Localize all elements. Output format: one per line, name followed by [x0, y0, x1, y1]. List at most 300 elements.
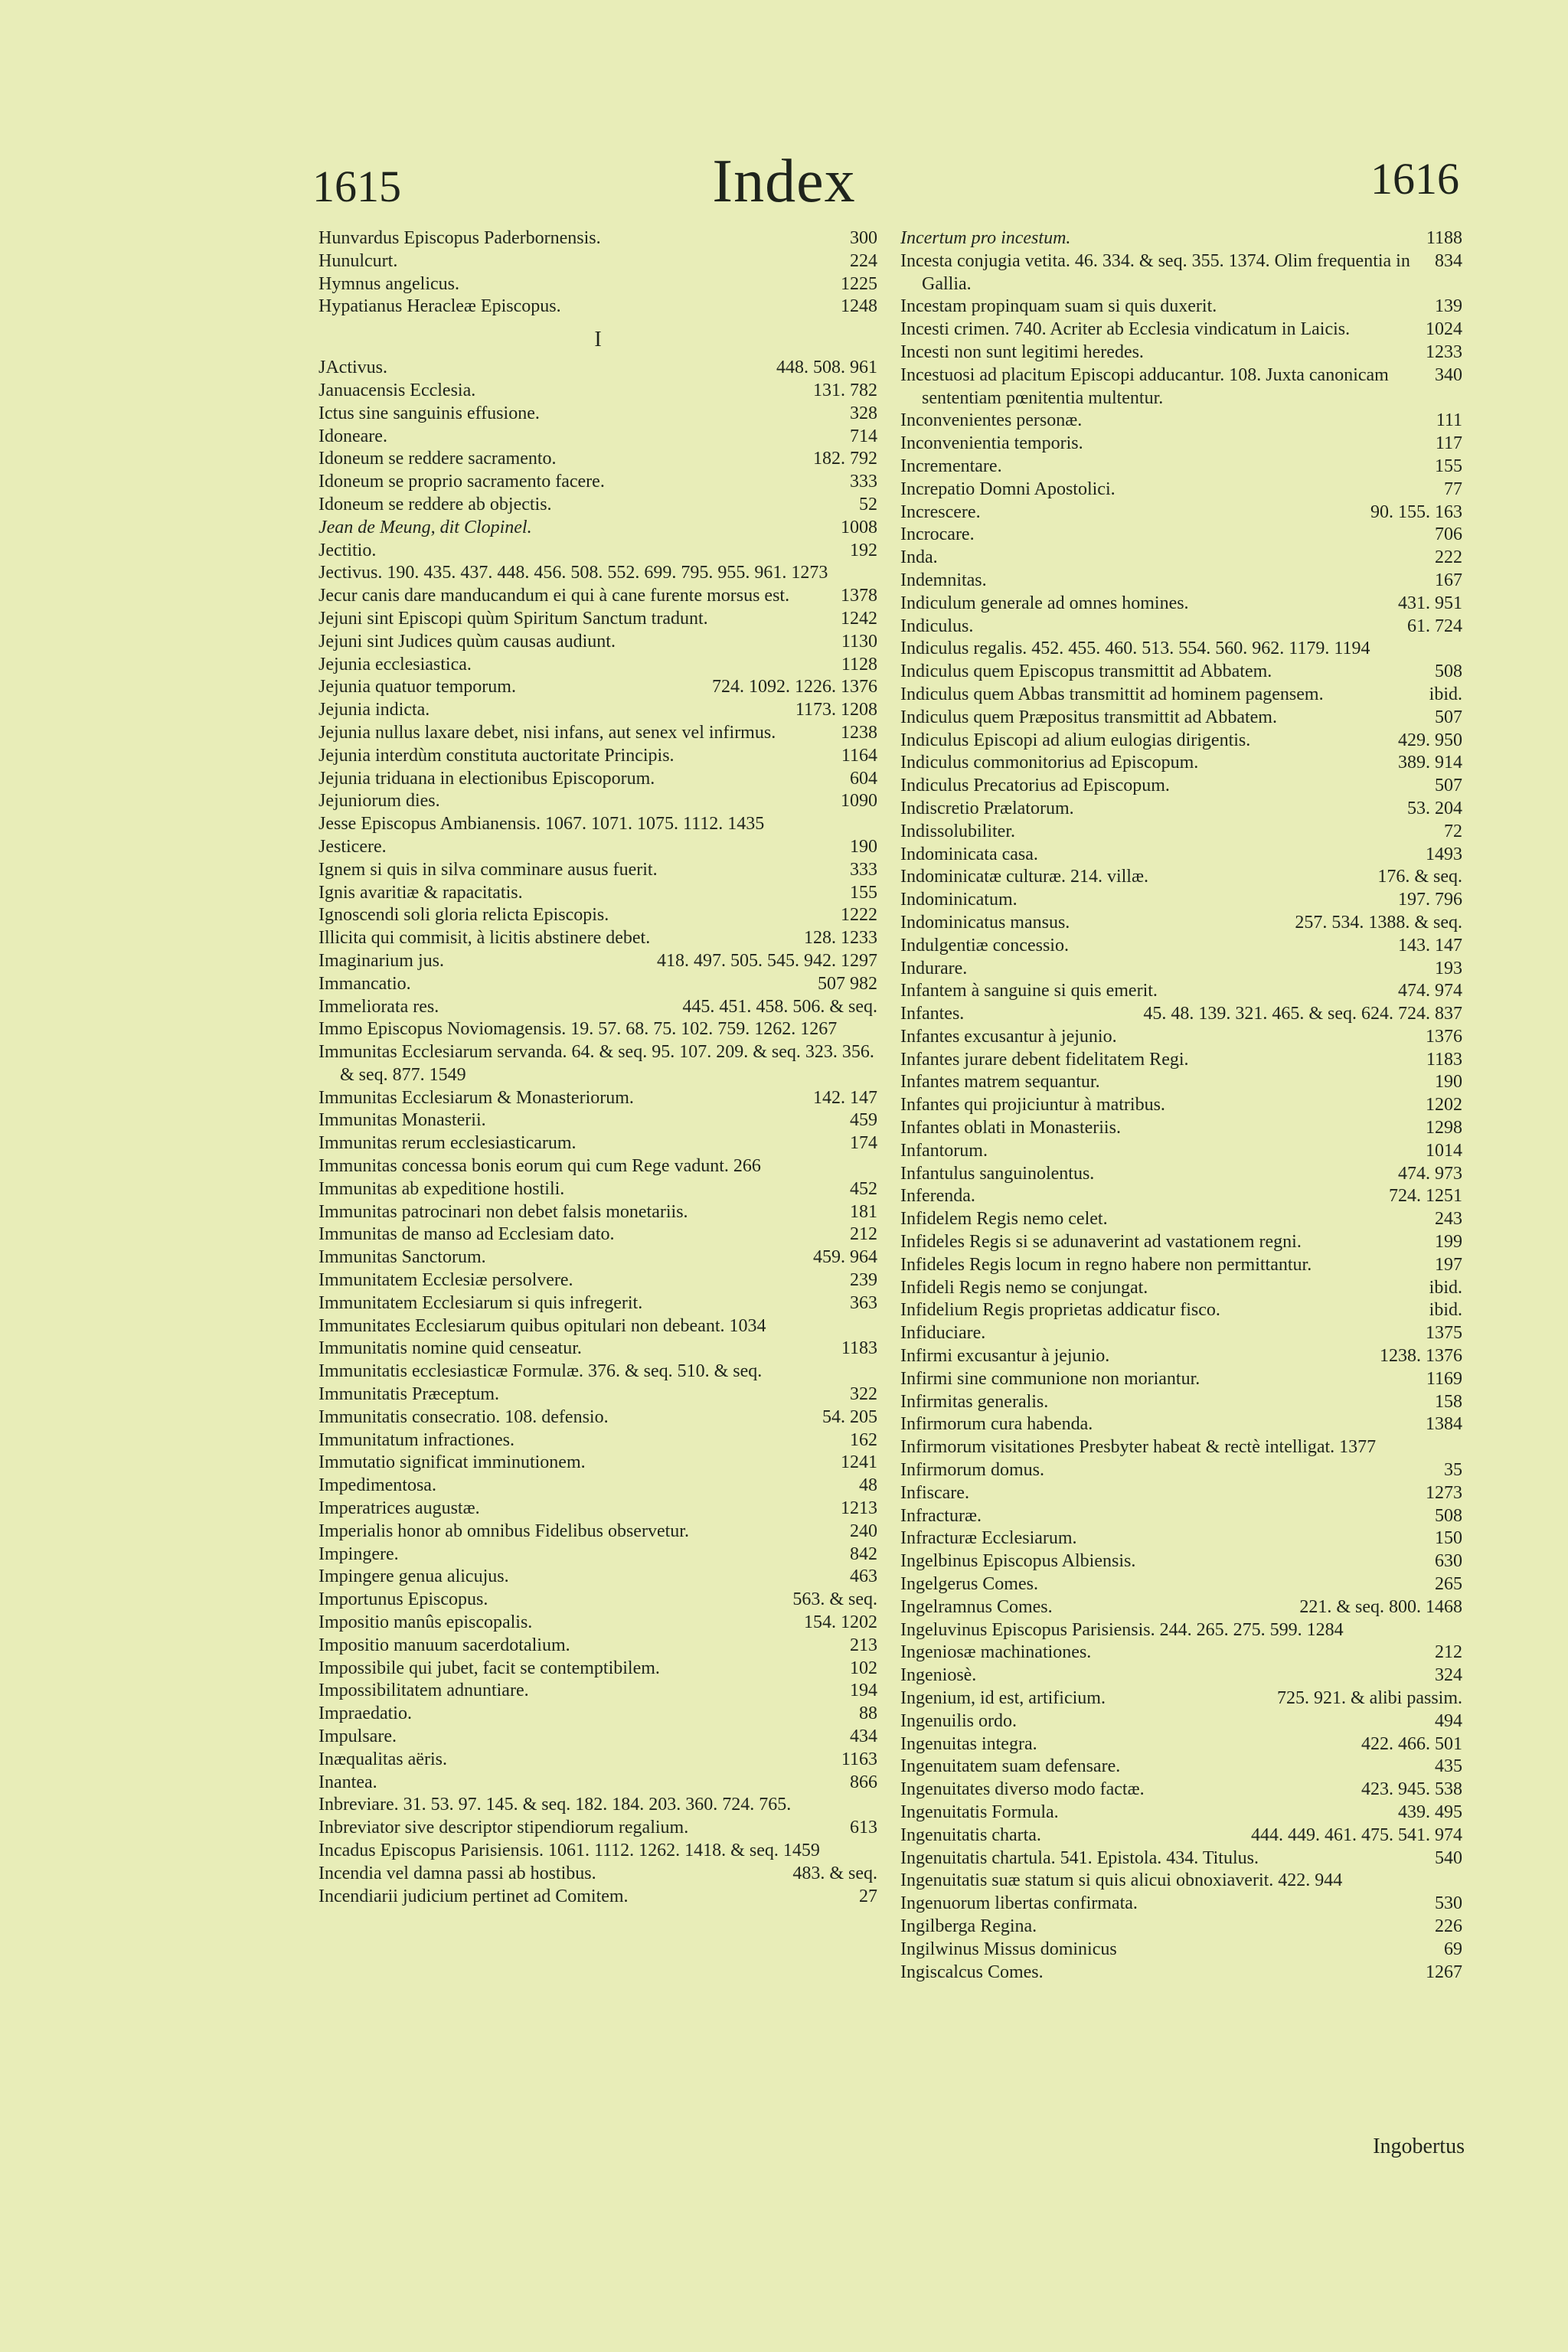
entry-term: Idoneare. [318, 426, 387, 446]
index-entry [900, 1459, 1462, 1482]
entry-term: Inda. [900, 547, 938, 568]
page-reference: 1183 [1426, 1049, 1462, 1070]
entry-term: Infidelem Regis nemo celet. [900, 1209, 1108, 1230]
entry-term: Infracturæ Ecclesiarum. [900, 1528, 1077, 1549]
entry-term: Imperialis honor ab omnibus Fidelibus observetur. [318, 1521, 689, 1541]
entry-term: Infirmi excusantur à jejunio. [900, 1346, 1110, 1367]
index-entry [900, 318, 1462, 341]
index-entry [318, 1635, 877, 1658]
page-reference: 834 [1435, 250, 1462, 271]
index-entry [900, 1436, 1462, 1459]
page-reference: 1378 [841, 586, 877, 606]
entry-term: Infantes qui projiciuntur à matribus. [900, 1095, 1165, 1116]
index-entry [900, 1733, 1462, 1756]
page-reference: 212 [1435, 1642, 1462, 1663]
entry-term: Indominicatus mansus. [900, 912, 1070, 933]
page-reference: 167 [1435, 570, 1462, 590]
page-reference: 72 [1444, 821, 1462, 841]
page-reference: 333 [850, 859, 877, 880]
index-entry [900, 661, 1462, 684]
page-reference: 724. 1092. 1226. 1376 [712, 677, 877, 697]
page-reference: 1164 [841, 745, 877, 766]
page-reference: ibid. [1429, 684, 1462, 704]
page-reference: 452 [850, 1178, 877, 1199]
entry-term: Inbreviator sive descriptor stipendiorum regalium. [318, 1818, 689, 1838]
entry-term: Indiculum generale ad omnes homines. [900, 593, 1189, 613]
page-reference: 422. 466. 501 [1361, 1733, 1462, 1754]
page-reference: 1375 [1426, 1323, 1462, 1344]
entry-term: Immutatio significat imminutionem. [318, 1452, 586, 1473]
index-entry [900, 1710, 1462, 1733]
page-reference: 45. 48. 139. 321. 465. & seq. 624. 724. 837 [1143, 1004, 1462, 1024]
page-reference: 706 [1435, 524, 1462, 545]
page-reference: 143. 147 [1398, 935, 1462, 956]
page-reference: 190 [850, 836, 877, 857]
entry-term: Hypatianus Heracleæ Episcopus. [318, 296, 561, 317]
page-reference: ibid. [1429, 1300, 1462, 1321]
entry-term: Importunus Episcopus. [318, 1589, 488, 1610]
entry-term: Infantulus sanguinolentus. [900, 1163, 1095, 1184]
entry-term: Infracturæ. [900, 1505, 982, 1526]
page-reference: 1163 [841, 1749, 877, 1769]
entry-term: Immunitatis consecratio. 108. defensio. [318, 1406, 609, 1427]
index-entry [900, 1413, 1462, 1436]
entry-term: Ingenuilis ordo. [900, 1710, 1017, 1731]
index-entry [900, 1756, 1462, 1779]
page-header [0, 148, 1568, 222]
entry-term: Jejunia triduana in electionibus Episcoporum. [318, 768, 655, 789]
entry-term: Inbreviare. 31. 53. 97. 145. & seq. 182. 184. 203. 360. 724. 765. [318, 1795, 792, 1815]
index-entry [318, 1680, 877, 1703]
index-entry [900, 227, 1462, 250]
page-reference: 131. 782 [813, 380, 877, 400]
left-index-column [318, 227, 877, 1908]
index-entry [900, 1573, 1462, 1596]
index-entry [318, 448, 877, 471]
index-entry [318, 1521, 877, 1544]
index-entry [900, 1505, 1462, 1528]
page-reference: 540 [1435, 1847, 1462, 1868]
index-entry [900, 1619, 1462, 1642]
page-reference: 52 [859, 494, 877, 514]
index-entry [318, 1292, 877, 1315]
entry-term: Ingenuitatem suam defensare. [900, 1756, 1121, 1777]
index-entry [900, 1254, 1462, 1277]
entry-term: Impositio manûs episcopalis. [318, 1612, 533, 1633]
entry-term: Incrementare. [900, 456, 1002, 476]
index-entry [318, 768, 877, 791]
page-reference: 142. 147 [813, 1087, 877, 1108]
index-entry [318, 1475, 877, 1498]
page-reference: 240 [850, 1521, 877, 1541]
entry-term: Immunitas Ecclesiarum & Monasteriorum. [318, 1087, 634, 1108]
entry-term: Impingere. [318, 1544, 399, 1564]
index-entry [318, 1269, 877, 1292]
index-entry [900, 433, 1462, 456]
index-entry [900, 1026, 1462, 1049]
index-entry [318, 745, 877, 768]
entry-term: Ingelgerus Comes. [900, 1574, 1038, 1595]
index-entry [318, 1315, 877, 1338]
entry-term: Infantes jurare debent fidelitatem Regi. [900, 1049, 1189, 1070]
page-reference: 439. 495 [1398, 1802, 1462, 1822]
page-reference: 192 [850, 540, 877, 560]
right-index-column [900, 227, 1462, 1984]
index-entry [900, 1893, 1462, 1916]
entry-term: Immunitatem Ecclesiarum si quis infregerit. [318, 1292, 643, 1313]
page-reference: 1238 [841, 722, 877, 743]
page-reference: 507 [1435, 707, 1462, 727]
entry-term: Hunulcurt. [318, 250, 398, 271]
left-page-number: 1615 [312, 162, 401, 211]
page-reference: 199 [1435, 1232, 1462, 1253]
page-reference: 77 [1444, 479, 1462, 499]
entry-term: Ingelbinus Episcopus Albiensis. [900, 1551, 1136, 1572]
index-entry [900, 1140, 1462, 1163]
entry-term: Idoneum se reddere sacramento. [318, 449, 557, 469]
entry-term: Jejunia interdùm constituta auctoritate Principis. [318, 745, 675, 766]
entry-term: Ingeluvinus Episcopus Parisiensis. 244. 265. 275. 599. 1284 [900, 1619, 1344, 1640]
page-reference: 483. & seq. [792, 1863, 877, 1883]
entry-term: Incadus Episcopus Parisiensis. 1061. 1112. 1262. 1418. & seq. 1459 [318, 1840, 820, 1860]
entry-term: Immeliorata res. [318, 996, 439, 1017]
entry-term: Immunitatis ecclesiasticæ Formulæ. 376. & seq. 510. & seq. [318, 1361, 763, 1382]
entry-term: Ignis avaritiæ & rapacitatis. [318, 882, 523, 903]
index-entry [318, 1452, 877, 1475]
index-entry [900, 1527, 1462, 1550]
entry-term: Ingenuitatis chartula. 541. Epistola. 434. Titulus. [900, 1847, 1259, 1868]
entry-term: Impossibile qui jubet, facit se contemptibilem. [318, 1658, 660, 1678]
entry-term: Indiculus Precatorius ad Episcopum. [900, 776, 1170, 796]
entry-term: Indemnitas. [900, 570, 987, 590]
entry-term: Indiculus. [900, 616, 974, 636]
index-entry [900, 1368, 1462, 1391]
index-entry [900, 1847, 1462, 1870]
entry-term: Impulsare. [318, 1726, 397, 1746]
page-reference: 90. 155. 163 [1370, 501, 1462, 522]
entry-term: Incendiarii judicium pertinet ad Comitem. [318, 1886, 629, 1906]
page-reference: 435 [1435, 1756, 1462, 1777]
entry-term: Ignem si quis in silva comminare ausus fuerit. [318, 859, 658, 880]
page-reference: 508 [1435, 1505, 1462, 1526]
index-entry [900, 684, 1462, 707]
entry-term: Indiculus quem Abbas transmittit ad hominem pagensem. [900, 684, 1324, 704]
entry-term: Incrocare. [900, 524, 975, 545]
index-entry [318, 1201, 877, 1224]
page-reference: 182. 792 [813, 449, 877, 469]
entry-term: Jejuni sint Episcopi quùm Spiritum Sanctum tradunt. [318, 608, 708, 629]
entry-term: Indulgentiæ concessio. [900, 935, 1069, 956]
index-entry [900, 821, 1462, 844]
index-entry [318, 1817, 877, 1840]
index-entry [318, 1840, 877, 1863]
page-reference: 474. 973 [1398, 1163, 1462, 1184]
page-reference: 111 [1436, 410, 1462, 431]
index-entry [900, 1208, 1462, 1231]
page-reference: 117 [1435, 433, 1462, 454]
entry-term: Infantem à sanguine si quis emerit. [900, 981, 1158, 1001]
index-entry [318, 722, 877, 745]
index-entry [318, 1429, 877, 1452]
page-reference: 197 [1435, 1254, 1462, 1275]
index-entry [318, 1658, 877, 1681]
entry-term: Infirmorum domus. [900, 1460, 1044, 1481]
index-entry [900, 1596, 1462, 1619]
index-entry [318, 676, 877, 699]
entry-term: Immunitatem Ecclesiæ persolvere. [318, 1270, 573, 1291]
page-reference: ibid. [1429, 1277, 1462, 1298]
index-entry [318, 1498, 877, 1521]
page-reference: 1008 [841, 517, 877, 537]
page-reference: 226 [1435, 1916, 1462, 1936]
page-reference: 494 [1435, 1710, 1462, 1731]
index-entry [318, 1178, 877, 1201]
index-entry [900, 638, 1462, 661]
entry-term: Immunitatis nomine quid censeatur. [318, 1338, 582, 1359]
index-entry [318, 1223, 877, 1246]
index-entry [318, 813, 877, 836]
entry-term: Jejuni sint Judices quùm causas audiunt. [318, 631, 616, 652]
index-entry [318, 540, 877, 563]
index-entry [900, 1916, 1462, 1939]
entry-term: Ingenuitas integra. [900, 1733, 1037, 1754]
entry-term: Infantorum. [900, 1140, 988, 1161]
page-reference: 724. 1251 [1389, 1186, 1462, 1207]
page-reference: 1238. 1376 [1380, 1346, 1462, 1367]
page-reference: 1273 [1426, 1482, 1462, 1503]
entry-term: Inæqualitas aëris. [318, 1749, 447, 1769]
index-entry [900, 1779, 1462, 1802]
entry-term: Impingere genua alicujus. [318, 1566, 509, 1587]
index-entry [900, 250, 1462, 296]
entry-term: Jectivus. 190. 435. 437. 448. 456. 508. 552. 699. 795. 955. 961. 1273 [318, 563, 828, 583]
index-entry [318, 1109, 877, 1132]
entry-term: Ingeniosæ machinationes. [900, 1642, 1092, 1663]
index-entry [318, 494, 877, 517]
index-entry [318, 1246, 877, 1269]
page-reference: 328 [850, 403, 877, 423]
page-reference: 1384 [1426, 1414, 1462, 1435]
entry-term: Infantes oblati in Monasteriis. [900, 1118, 1121, 1138]
entry-term: Indiculus regalis. 452. 455. 460. 513. 554. 560. 962. 1179. 1194 [900, 639, 1370, 659]
entry-term: Indominicatum. [900, 890, 1018, 910]
page-reference: 1493 [1426, 844, 1462, 864]
page-reference: 155 [850, 882, 877, 903]
index-entry [318, 1612, 877, 1635]
index-entry [900, 1939, 1462, 1962]
index-entry [900, 364, 1462, 410]
entry-term: Jesticere. [318, 836, 387, 857]
page-reference: 725. 921. & alibi passim. [1277, 1688, 1462, 1708]
page-reference: 714 [850, 426, 877, 446]
entry-term: Indiculus quem Episcopus transmittit ad Abbatem. [900, 662, 1272, 682]
page-reference: 459 [850, 1110, 877, 1131]
page-reference: 139 [1435, 296, 1462, 317]
entry-term: Immunitates Ecclesiarum quibus opitulari non debeant. 1034 [318, 1315, 766, 1336]
entry-term: Infidelium Regis proprietas addicatur fisco. [900, 1300, 1220, 1321]
index-entry [318, 973, 877, 996]
index-entry [318, 403, 877, 426]
page-reference: 54. 205 [822, 1406, 877, 1427]
page-reference: 221. & seq. 800. 1468 [1299, 1596, 1462, 1617]
index-entry [318, 357, 877, 380]
entry-term: Infirmi sine communione non moriantur. [900, 1368, 1200, 1389]
index-entry [900, 1642, 1462, 1664]
entry-term: Idoneum se proprio sacramento facere. [318, 472, 605, 492]
page-reference: 530 [1435, 1893, 1462, 1914]
page-reference: 162 [850, 1429, 877, 1450]
page-reference: 459. 964 [813, 1247, 877, 1268]
index-entry [318, 1772, 877, 1795]
index-entry [318, 654, 877, 677]
page-reference: 1202 [1426, 1095, 1462, 1116]
entry-term: Illicita qui commisit, à licitis abstinere debet. [318, 928, 651, 949]
page-reference: 35 [1444, 1460, 1462, 1481]
page-reference: 128. 1233 [804, 928, 877, 949]
index-entry [900, 866, 1462, 889]
entry-term: Incesta conjugia vetita. 46. 334. & seq. 355. 1374. Olim frequentia in Gallia. [900, 250, 1410, 294]
index-entry [900, 1231, 1462, 1254]
index-entry [900, 501, 1462, 524]
page-reference: 239 [850, 1270, 877, 1291]
entry-term: Ingenuorum libertas confirmata. [900, 1893, 1138, 1914]
page-reference: 150 [1435, 1528, 1462, 1549]
entry-term: Indominicata casa. [900, 844, 1038, 864]
index-entry [900, 1550, 1462, 1573]
index-entry [900, 1687, 1462, 1710]
index-entry [318, 608, 877, 631]
entry-term: Jecur canis dare manducandum ei qui à cane furente morsus est. [318, 586, 790, 606]
index-entry [318, 904, 877, 927]
index-entry [900, 1391, 1462, 1414]
index-entry [900, 1870, 1462, 1893]
entry-term: Ingenium, id est, artificium. [900, 1688, 1106, 1708]
index-entry [318, 1087, 877, 1110]
entry-term: Immunitas ab expeditione hostili. [318, 1178, 565, 1199]
index-entry [900, 570, 1462, 593]
index-entry [900, 1094, 1462, 1117]
entry-term: Impraedatio. [318, 1704, 412, 1724]
page-reference: 444. 449. 461. 475. 541. 974 [1251, 1824, 1462, 1845]
page-reference: 243 [1435, 1209, 1462, 1230]
page-reference: 48 [859, 1475, 877, 1496]
index-entry [900, 1185, 1462, 1208]
index-entry [318, 950, 877, 973]
entry-term: Inconvenientes personæ. [900, 410, 1083, 431]
entry-term: Indominicatæ culturæ. 214. villæ. [900, 867, 1148, 887]
page-reference: 322 [850, 1384, 877, 1405]
index-entry [900, 1962, 1462, 1984]
page-reference: 1213 [841, 1498, 877, 1519]
index-entry [900, 1824, 1462, 1847]
entry-term: Ingilberga Regina. [900, 1916, 1037, 1936]
page-reference: 1242 [841, 608, 877, 629]
entry-term: Indiculus quem Præpositus transmittit ad Abbatem. [900, 707, 1277, 727]
index-entry [318, 250, 877, 273]
page-reference: 257. 534. 1388. & seq. [1295, 912, 1462, 933]
entry-term: Ingenuitatis suæ statum si quis alicui obnoxiaverit. 422. 944 [900, 1870, 1343, 1891]
entry-term: Idoneum se reddere ab objectis. [318, 494, 552, 514]
entry-term: Immunitas Ecclesiarum servanda. 64. & seq. 95. 107. 209. & seq. 323. 356. & seq. 877. 1549 [318, 1042, 874, 1085]
entry-term: Imaginarium jus. [318, 950, 444, 971]
index-entry [900, 1003, 1462, 1026]
entry-term: Immunitas Sanctorum. [318, 1247, 486, 1268]
entry-term: Incertum pro incestum. [900, 228, 1071, 248]
index-entry [318, 273, 877, 296]
index-entry [318, 227, 877, 250]
index-entry [318, 859, 877, 882]
page-reference: 1183 [841, 1338, 877, 1359]
entry-term: Jejunia ecclesiastica. [318, 654, 472, 675]
index-entry [318, 1041, 877, 1087]
entry-term: Infideles Regis locum in regno habere non permittantur. [900, 1254, 1312, 1275]
page-reference: 176. & seq. [1377, 867, 1462, 887]
index-entry [318, 1383, 877, 1406]
index-entry [318, 1155, 877, 1178]
entry-term: Indurare. [900, 958, 968, 978]
entry-term: Inconvenientia temporis. [900, 433, 1083, 454]
index-entry [318, 1338, 877, 1361]
entry-term: Impedimentosa. [318, 1475, 436, 1496]
entry-term: Ingilwinus Missus dominicus [900, 1939, 1117, 1959]
index-entry [900, 524, 1462, 547]
page-reference: 463 [850, 1566, 877, 1587]
index-entry [900, 296, 1462, 318]
page-reference: 1248 [841, 296, 877, 317]
catchword: Ingobertus [1373, 2135, 1465, 2158]
entry-term: Ingenuitates diverso modo factæ. [900, 1779, 1145, 1800]
page-reference: 508 [1435, 662, 1462, 682]
index-entry [900, 1482, 1462, 1505]
entry-term: Increpatio Domni Apostolici. [900, 479, 1116, 499]
page-reference: 563. & seq. [792, 1589, 877, 1610]
index-entry [318, 1589, 877, 1612]
index-entry [900, 889, 1462, 912]
entry-term: Immunitatum infractiones. [318, 1429, 514, 1450]
page-reference: 842 [850, 1544, 877, 1564]
entry-term: Incendia vel damna passi ab hostibus. [318, 1863, 596, 1883]
page-reference: 1222 [841, 905, 877, 926]
page-reference: 1376 [1426, 1026, 1462, 1047]
page-reference: 181 [850, 1201, 877, 1222]
page-reference: 613 [850, 1818, 877, 1838]
entry-term: Infiscare. [900, 1482, 969, 1503]
entry-term: Inantea. [318, 1772, 377, 1792]
entry-term: Increscere. [900, 501, 981, 522]
entry-term: Jejunia quatuor temporum. [318, 677, 516, 697]
index-entry [318, 699, 877, 722]
index-entry [318, 1794, 877, 1817]
entry-term: Infideli Regis nemo se conjungat. [900, 1277, 1148, 1298]
page-reference: 1090 [841, 791, 877, 812]
index-entry [318, 296, 877, 318]
page-reference: 193 [1435, 958, 1462, 978]
page-reference: 866 [850, 1772, 877, 1792]
entry-term: Indiscretio Prælatorum. [900, 798, 1074, 818]
entry-term: Immunitas patrocinari non debet falsis monetariis. [318, 1201, 688, 1222]
page-reference: 389. 914 [1398, 753, 1462, 773]
entry-term: Ignoscendi soli gloria relicta Episcopis. [318, 905, 609, 926]
entry-term: Januacensis Ecclesia. [318, 380, 476, 400]
page-reference: 158 [1435, 1391, 1462, 1412]
index-entry [318, 585, 877, 608]
entry-term: Jejunia indicta. [318, 700, 430, 720]
index-entry [900, 547, 1462, 570]
entry-term: Immunitatis Præceptum. [318, 1384, 499, 1405]
page-reference: 154. 1202 [804, 1612, 877, 1633]
page-reference: 434 [850, 1726, 877, 1746]
entry-term: Jejuniorum dies. [318, 791, 440, 812]
